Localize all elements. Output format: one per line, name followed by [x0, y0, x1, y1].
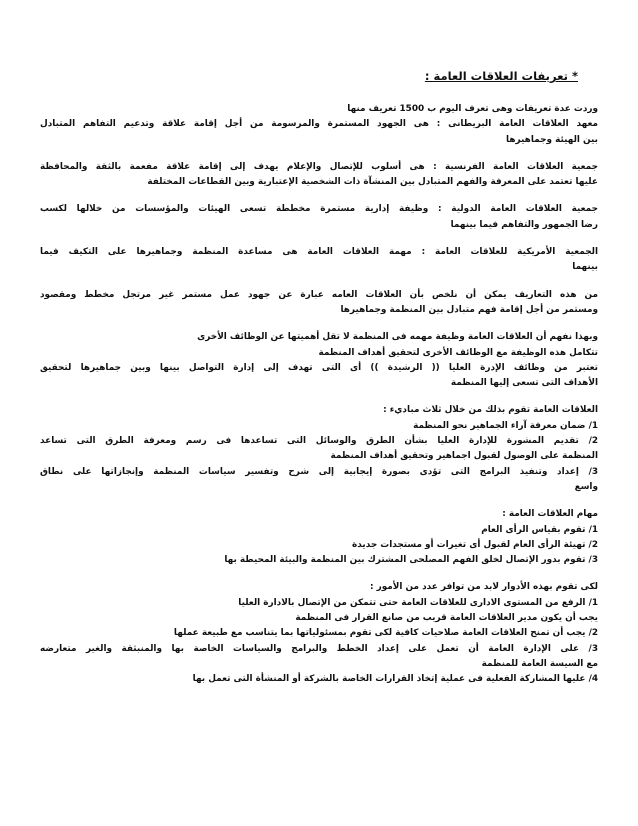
text-line: 2/ تهيئة الرأى العام لقبول أى تغيرات أو مستجدات جديدة — [352, 539, 598, 550]
text-line: جمعية العلاقات العامة الفرنسية : هى أسلوب للإتصال والإعلام يهدف إلى إقامة علاقة مفعمة بالثقة والمحافظة — [40, 161, 598, 172]
text-line: جمعية العلاقات العامة الدولية : وظيفة إدارية مستمرة مخططة تسعى الهيئات والمؤسسات من خلالها لكسب — [40, 204, 598, 215]
text-line: لكى تقوم بهذه الأدوار لابد من توافر عدد من الأمور : — [369, 582, 598, 593]
text-line: رضا الجمهور والتفاهم فيما بينهما — [450, 219, 598, 230]
document-body — [40, 102, 598, 688]
paragraph — [40, 403, 598, 495]
text-line: الجمعية الأمريكية للعلاقات العامة : مهمة العلاقات العامة هى مساعدة المنظمة وجماهيرها على التكيف فيما — [40, 247, 598, 258]
text-line: من هذه التعاريف يمكن أن نلخص بأن العلاقات العامه عبارة عن جهود عمل مستمر غير مرتجل مخطط ومقصود — [40, 289, 598, 300]
text-line: 1/ تقوم بقياس الرأى العام — [481, 524, 598, 535]
text-line: 1/ ضمان معرفة آراء الجماهير نحو المنظمة — [413, 420, 598, 431]
text-line: العلاقات العامة تقوم بذلك من خلال ثلاث مباديء : — [383, 405, 598, 416]
text-line: واسع — [574, 481, 598, 492]
paragraph — [40, 102, 598, 148]
text-line: ومستمر من أجل إقامة فهم متبادل بين المنظمة وجماهيرها — [340, 304, 598, 315]
text-line: 3/ تقوم بدور الإتصال لخلق الفهم المصلحى المشترك بين المنظمة والبيئة المحيطة بها — [224, 555, 598, 566]
text-line: 1/ الرفع من المستوى الادارى للعلاقات العامة حتى تتمكن من الإتصال بالادارة العليا — [238, 597, 598, 608]
page-title: * تعريفات العلاقات العامة : — [424, 69, 578, 83]
text-line: بينهما — [572, 262, 598, 273]
text-line: مع السيسة العامة للمنظمة — [481, 658, 598, 669]
paragraph — [40, 160, 598, 191]
text-line: تعتبر من وظائف الإدرة العليا (( الرشيدة )) أى التى تهدف إلى إدارة التواصل بينها وبين جماهيرها لتحقيق — [40, 362, 598, 373]
paragraph — [40, 507, 598, 568]
text-line: عليها تعتمد على المعرفة والفهم المتبادل بين المنشآة ذات الشخصية الإعتبارية وبين القطاعات المختلفة — [147, 177, 598, 188]
paragraph — [40, 202, 598, 233]
text-line: 4/ عليها المشاركة الفعلية فى عملية إتخاذ القرارات الخاصة بالشركة أو المنشأة التى تعمل بها — [192, 674, 598, 685]
paragraph — [40, 288, 598, 319]
text-line: 2/ تقديم المشورة للإدارة العليا بشأن الطرق والوسائل التى تساعدها فى رسم ومعرفة الطرق التى تساعد — [40, 436, 598, 447]
text-line: وبهذا نفهم أن العلاقات العامة وظيفة مهمه فى المنظمة لا تقل أهميتها عن الوظائف الأخرى — [197, 332, 598, 343]
paragraph — [40, 245, 598, 276]
text-line: يجب أن يكون مدير العلاقات العامة قريب من صانع القرار فى المنظمة — [295, 613, 598, 624]
text-line: تتكامل هذه الوظيفة مع الوظائف الأخرى لتحقيق أهداف المنظمة — [318, 347, 598, 358]
text-line: معهد العلاقات العامة البريطانى : هى الجهود المستمرة والمرسومة من أجل إقامة علاقة وتدعيم التفاهم المتبادل — [40, 119, 598, 130]
text-line: المنظمة على الوصول لقبول اجماهير وتحقيق أهداف المنظمة — [330, 451, 598, 462]
text-line: وردت عدة تعريفات وهى تعرف اليوم ب 1500 تعريف منها — [347, 104, 598, 114]
text-line: بين الهيئة وجماهيرها — [506, 134, 598, 145]
paragraph — [40, 330, 598, 391]
text-line: الأهداف التى تسعى إليها المنظمة — [450, 378, 598, 389]
text-line: 3/ على الإدارة العامة أن تعمل على إعداد الخطط والبرامج والسياسات الخاصة بها والمنبثقة والغير متعارضه — [40, 643, 598, 654]
paragraph — [40, 580, 598, 687]
text-line: 2/ يجب أن تمنح العلاقات العامة صلاحيات كافية لكى تقوم بمسئولياتها بما يتناسب مع طبيعة عملها — [173, 628, 598, 639]
text-line: 3/ إعداد وتنفيذ البرامج التى تؤدى بصورة إيجابية إلى شرح وتفسير سياسات المنظمة وإنجازاتها على نطاق — [40, 466, 598, 477]
text-line: مهام العلاقات العامة : — [502, 509, 598, 520]
